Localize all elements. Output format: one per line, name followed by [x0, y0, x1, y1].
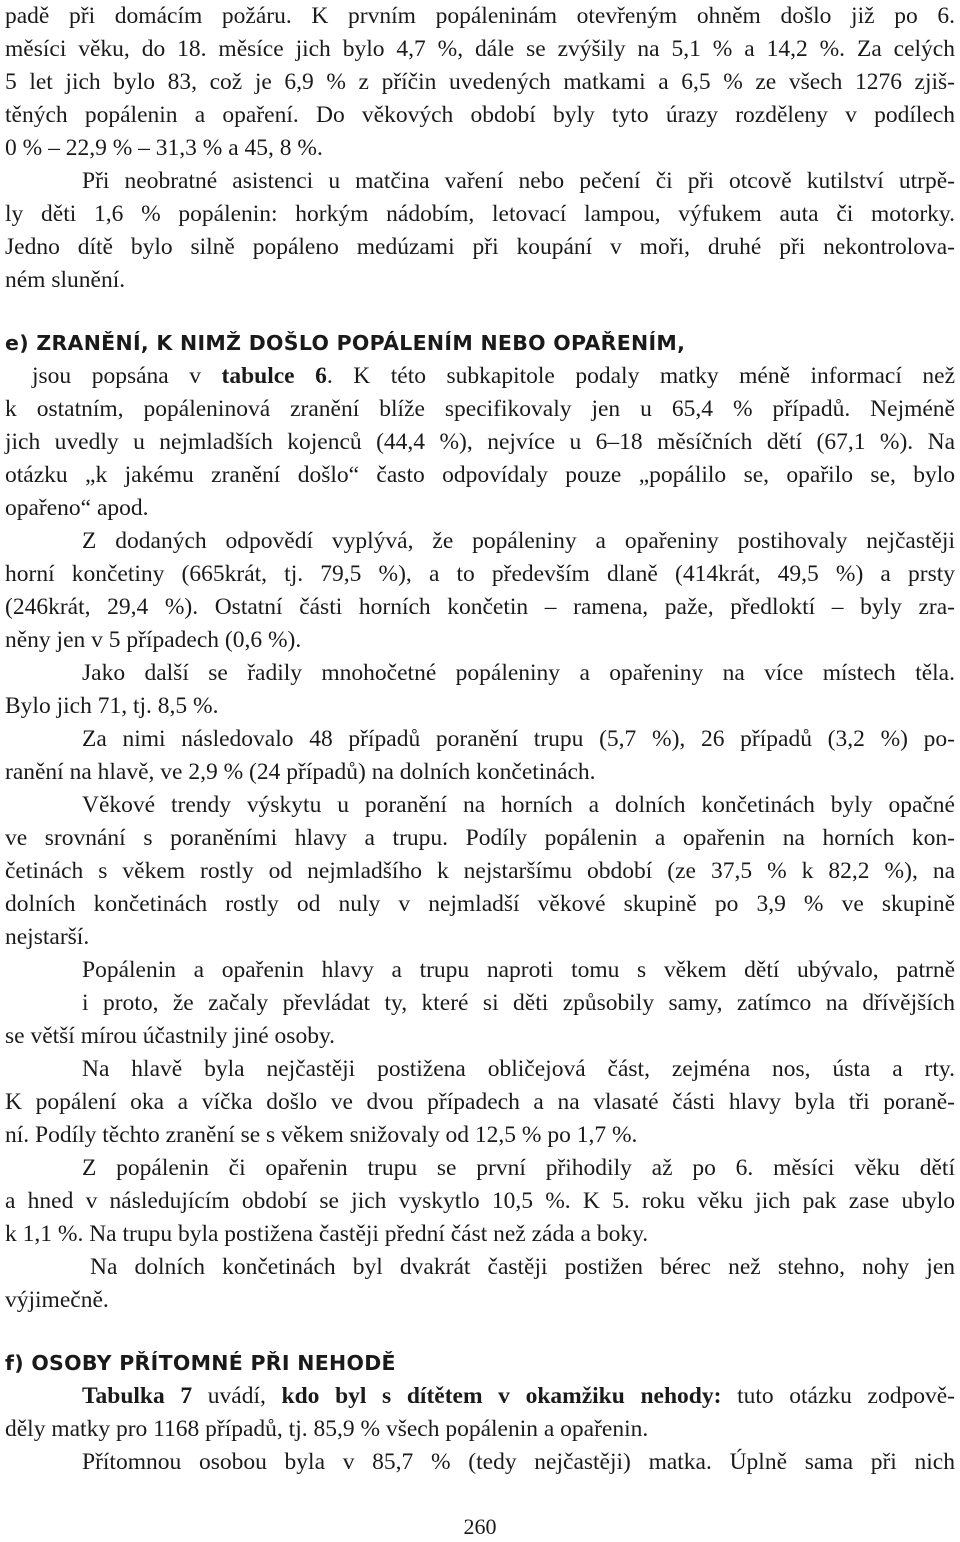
text-line: dolních končetinách rostly od nuly v nejmladší věkové skupině po 3,9 % ve skupině — [5, 891, 955, 917]
text-line: ní. Podíly těchto zranění se s věkem snižovaly od 12,5 % po 1,7 %. — [5, 1122, 638, 1148]
text-line: Jako další se řadily mnohočetné popáleniny a opařeniny na více místech těla. — [82, 660, 955, 686]
text-line: ve srovnání s poraněními hlavy a trupu. Podíly popálenin a opařenin na horních kon- — [5, 825, 955, 851]
text-line: jich uvedly u nejmladších kojenců (44,4 %), nejvíce u 6–18 měsíčních dětí (67,1 %). Na — [5, 429, 955, 455]
text-line: Popálenin a opařenin hlavy a trupu naproti tomu s věkem dětí ubývalo, patrně — [82, 957, 955, 983]
text-line: Na hlavě byla nejčastěji postižena obličejová část, zejména nos, ústa a rty. — [82, 1056, 955, 1082]
paragraph-fire-causes — [5, 0, 955, 165]
text-line: padě při domácím požáru. K prvním popáleninám otevřeným ohněm došlo již po 6. — [5, 3, 955, 29]
text-line: K popálení oka a víčka došlo ve dvou případech a na vlasaté části hlavy byla tři poraně- — [5, 1089, 955, 1115]
text-line: měsíci věku, do 18. měsíce jich bylo 4,7 %, dále se zvýšily na 5,1 % a 14,2 %. Za celých — [5, 36, 955, 62]
text-line: i proto, že začaly převládat ty, které si děti způsobily samy, zatímco na dřívějších — [82, 990, 955, 1016]
document-page — [5, 0, 955, 1479]
text-line: Při neobratné asistenci u matčina vaření nebo pečení či při otcově kutilství utrpě- — [82, 168, 955, 194]
text-line: Za nimi následovalo 48 případů poranění trupu (5,7 %), 26 případů (3,2 %) po- — [82, 726, 955, 752]
text-line: jsou popsána v tabulce 6. K této subkapitole podaly matky méně informací než — [32, 363, 955, 389]
section-heading: f) OSOBY PŘÍTOMNÉ PŘI NEHODĚ — [5, 1351, 396, 1375]
text-line: nejstarší. — [5, 924, 90, 950]
text-line: Z popálenin či opařenin trupu se první přihodily až po 6. měsíci věku dětí — [82, 1155, 955, 1181]
section-heading: e) ZRANĚNÍ, K NIMŽ DOŠLO POPÁLENÍM NEBO OPAŘENÍM, — [5, 331, 686, 355]
page-number: 260 — [463, 1514, 497, 1539]
table-reference: Tabulka 7 — [82, 1383, 193, 1409]
text-line: ly děti 1,6 % popálenin: horkým nádobím, letovací lampou, výfukem auta či motorky. — [5, 201, 955, 227]
text-line: výjimečně. — [5, 1287, 109, 1313]
text-line: horní končetiny (665krát, tj. 79,5 %), a to především dlaně (414krát, 49,5 %) a prsty — [5, 561, 955, 587]
text-line: četinách s věkem rostly od nejmladšího k nejstaršímu období (ze 37,5 % k 82,2 %), na — [5, 858, 955, 884]
paragraph-assistance — [5, 165, 955, 297]
section-e — [5, 327, 955, 1317]
text-line: k 1,1 %. Na trupu byla postižena častěji přední část než záda a boky. — [5, 1221, 649, 1247]
text-line: 5 let jich bylo 83, což je 6,9 % z příčin uvedených matkami a 6,5 % ze všech 1276 zjiš- — [5, 69, 955, 95]
text-line: ném slunění. — [5, 267, 126, 293]
text-line: se větší mírou účastnily jiné osoby. — [5, 1023, 336, 1049]
text-line: ranění na hlavě, ve 2,9 % (24 případů) na dolních končetinách. — [5, 759, 596, 785]
text-line: Bylo jich 71, tj. 8,5 %. — [5, 693, 219, 719]
text-line: těných popálenin a opaření. Do věkových období byly tyto úrazy rozděleny v podílech — [5, 102, 955, 128]
text-line: k ostatním, popáleninová zranění blíže specifikovaly jen u 65,4 % případů. Nejméně — [5, 396, 955, 422]
text-line: (246krát, 29,4 %). Ostatní části horních končetin – ramena, paže, předloktí – byly zra- — [5, 594, 955, 620]
text-line: a hned v následujícím období se jich vyskytlo 10,5 %. K 5. roku věku jich pak zase ubylo — [5, 1188, 955, 1214]
text-line: opařeno“ apod. — [5, 495, 149, 521]
text-line: otázku „k jakému zranění došlo“ často odpovídaly pouze „popálilo se, opařilo se, bylo — [5, 462, 955, 488]
text-line: 0 % – 22,9 % – 31,3 % a 45, 8 %. — [5, 135, 323, 161]
text-line: děly matky pro 1168 případů, tj. 85,9 % všech popálenin a opařenin. — [5, 1416, 649, 1442]
text-line: něny jen v 5 případech (0,6 %). — [5, 627, 302, 653]
text-line: Jedno dítě bylo silně popáleno medúzami při koupání v moři, druhé při nekontrolova- — [5, 234, 955, 260]
text-line: Přítomnou osobou byla v 85,7 % (tedy nejčastěji) matka. Úplně sama při nich — [82, 1449, 955, 1475]
text-line: Z dodaných odpovědí vyplývá, že popáleniny a opařeniny postihovaly nejčastěji — [82, 528, 955, 554]
table-reference: tabulce 6 — [221, 363, 327, 389]
text-line: Na dolních končetinách byl dvakrát častěji postižen bérec než stehno, nohy jen — [90, 1254, 955, 1280]
section-f — [5, 1347, 955, 1479]
text-line: Tabulka 7 uvádí, kdo byl s dítětem v okamžiku nehody: tuto otázku zodpově- — [82, 1383, 955, 1409]
text-line: Věkové trendy výskytu u poranění na horních a dolních končetinách byly opačné — [82, 792, 955, 818]
